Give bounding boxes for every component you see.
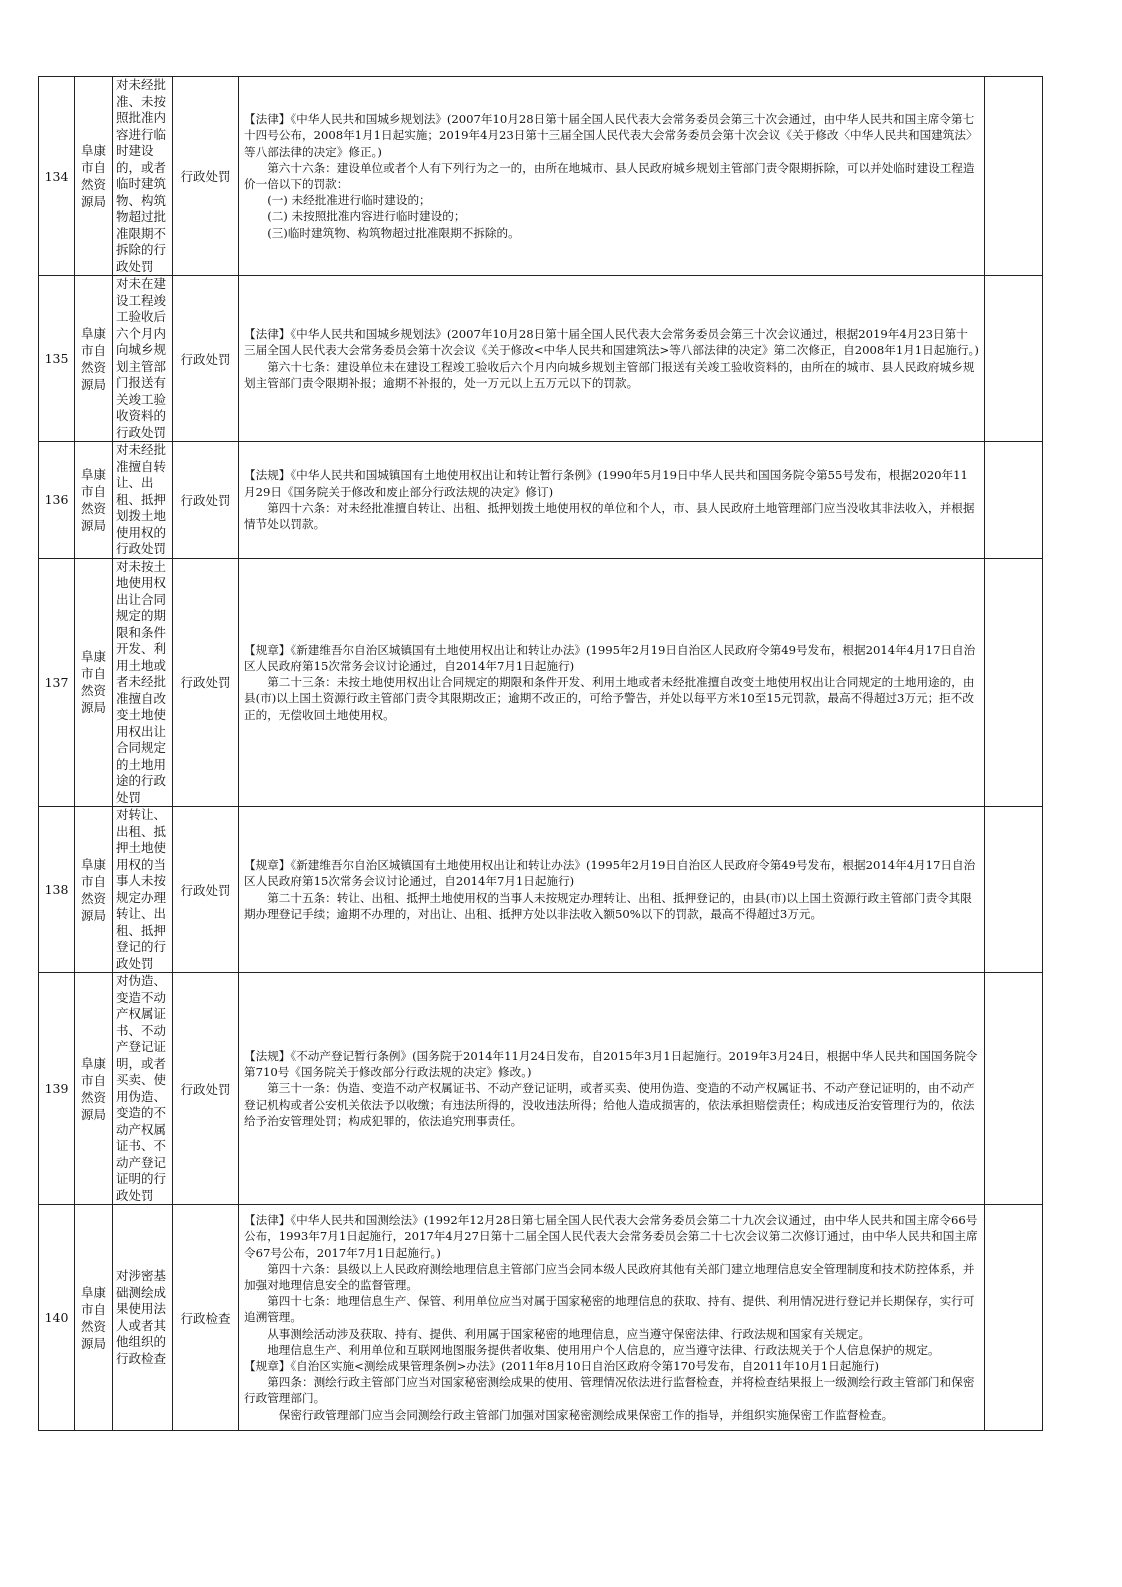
item-name-cell: 对未经批准、未按照批准内容进行临时建设的，或者临时建筑物、构筑物超过批准限期不拆除的行政处罚: [113, 77, 173, 276]
legal-basis-paragraph: (三)临时建筑物、构筑物超过批准限期不拆除的。: [267, 225, 520, 240]
table-row: [39, 1205, 1043, 1431]
row-number: 138: [39, 807, 75, 973]
remarks-cell: [985, 558, 1043, 807]
legal-basis-paragraph: 第四条：测绘行政主管部门应当对国家秘密测绘成果的使用、管理情况依法进行监督检查，并将检查结果报上一级测绘行政主管部门和保密行政管理部门。: [244, 1375, 975, 1406]
legal-basis-cell: [239, 1205, 985, 1431]
legal-basis-paragraph: 【规章】《新建维吾尔自治区城镇国有土地使用权出让和转让办法》(1995年2月19日自治区人民政府令第49号发布，根据2014年4月17日自治区人民政府第15次常务会议讨论通过，自2014年7月1日起施行): [244, 858, 976, 889]
item-name-cell: 对未按土地使用权出让合同规定的期限和条件开发、利用土地或者未经批准擅自改变土地使用权出让合同规定的土地用途的行政处罚: [113, 558, 173, 807]
item-type-cell: 行政检查: [173, 1205, 239, 1431]
item-type-cell: 行政处罚: [173, 442, 239, 559]
legal-basis-paragraph: (二) 未按照批准内容进行临时建设的；: [267, 209, 466, 224]
department-cell: 阜康市自然资源局: [75, 1205, 113, 1431]
item-name-cell: 对未经批准擅自转让、出租、抵押划拨土地使用权的行政处罚: [113, 442, 173, 559]
item-type-cell: 行政处罚: [173, 276, 239, 442]
remarks-cell: [985, 442, 1043, 559]
legal-basis-paragraph: 【法律】《中华人民共和国城乡规划法》(2007年10月28日第十届全国人民代表大会常务委员会第三十次会议通过，根据2019年4月23日第十三届全国人民代表大会常务委员会第十次会议《关于修改<中华人民共和国建筑法>等八部法律的决定》第二次修正，自2008年1月1日起施行。): [244, 327, 979, 358]
legal-basis-paragraph: 第二十三条：未按土地使用权出让合同规定的期限和条件开发、利用土地或者未经批准擅自改变土地使用权出让合同规定的土地用途的，由县(市)以上国土资源行政主管部门责令其限期改正；逾期不改正的，可给予警告，并处以每平方米10至15元罚款，最高不得超过3万元；拒不改正的，无偿收回土地使用权。: [244, 675, 975, 722]
department-cell: 阜康市自然资源局: [75, 807, 113, 973]
table-row: [39, 807, 1043, 973]
remarks-cell: [985, 77, 1043, 276]
legal-basis-paragraph: 地理信息生产、利用单位和互联网地图服务提供者收集、使用用户个人信息的，应当遵守法律、行政法规关于个人信息保护的规定。: [267, 1342, 940, 1357]
table-row: [39, 442, 1043, 559]
legal-basis-cell: [239, 276, 985, 442]
item-name-cell: 对涉密基础测绘成果使用法人或者其他组织的行政检查: [113, 1205, 173, 1431]
department-cell: 阜康市自然资源局: [75, 442, 113, 559]
legal-basis-paragraph: (一) 未经批准进行临时建设的；: [267, 193, 431, 208]
table-row: [39, 77, 1043, 276]
remarks-cell: [985, 276, 1043, 442]
row-number: 140: [39, 1205, 75, 1431]
item-type-cell: 行政处罚: [173, 77, 239, 276]
legal-basis-cell: [239, 807, 985, 973]
table-row: [39, 558, 1043, 807]
legal-basis-paragraph: 第三十一条：伪造、变造不动产权属证书、不动产登记证明，或者买卖、使用伪造、变造的不动产权属证书、不动产登记证明的，由不动产登记机构或者公安机关依法予以收缴；有违法所得的，没收违法所得；给他人造成损害的，依法承担赔偿责任；构成违反治安管理行为的，依法给予治安管理处罚；构成犯罪的，依法追究刑事责任。: [244, 1081, 975, 1128]
item-name-cell: 对转让、出租、抵押土地使用权的当事人未按规定办理转让、出租、抵押登记的行政处罚: [113, 807, 173, 973]
table-row: [39, 973, 1043, 1205]
legal-basis-paragraph: 第二十五条：转让、出租、抵押土地使用权的当事人未按规定办理转让、出租、抵押登记的，由县(市)以上国土资源行政主管部门责令其限期办理登记手续；逾期不办理的，对出让、出租、抵押方处以非法收入额50%以下的罚款，最高不得超过3万元。: [244, 890, 972, 921]
department-cell: 阜康市自然资源局: [75, 276, 113, 442]
department-cell: 阜康市自然资源局: [75, 77, 113, 276]
legal-basis-cell: [239, 558, 985, 807]
item-name-cell: 对伪造、变造不动产权属证书、不动产登记证明，或者买卖、使用伪造、变造的不动产权属证书、不动产登记证明的行政处罚: [113, 973, 173, 1205]
row-number: 136: [39, 442, 75, 559]
legal-basis-paragraph: 保密行政管理部门应当会同测绘行政主管部门加强对国家秘密测绘成果保密工作的指导，并组织实施保密工作监督检查。: [278, 1407, 894, 1422]
legal-basis-cell: [239, 973, 985, 1205]
department-cell: 阜康市自然资源局: [75, 973, 113, 1205]
legal-basis-paragraph: 第四十七条：地理信息生产、保管、利用单位应当对属于国家秘密的地理信息的获取、持有、提供、利用情况进行登记并长期保存，实行可追溯管理。: [244, 1294, 975, 1325]
row-number: 134: [39, 77, 75, 276]
row-number: 137: [39, 558, 75, 807]
remarks-cell: [985, 807, 1043, 973]
legal-basis-cell: [239, 77, 985, 276]
legal-basis-cell: [239, 442, 985, 559]
remarks-cell: [985, 973, 1043, 1205]
enforcement-items-table: [38, 76, 1043, 1431]
legal-basis-paragraph: 第四十六条：县级以上人民政府测绘地理信息主管部门应当会同本级人民政府其他有关部门建立地理信息安全管理制度和技术防控体系，并加强对地理信息安全的监督管理。: [244, 1261, 975, 1292]
item-name-cell: 对未在建设工程竣工验收后六个月内向城乡规划主管部门报送有关竣工验收资料的行政处罚: [113, 276, 173, 442]
row-number: 139: [39, 973, 75, 1205]
legal-basis-paragraph: 【法规】《中华人民共和国城镇国有土地使用权出让和转让暂行条例》(1990年5月19日中华人民共和国国务院令第55号发布，根据2020年11月29日《国务院关于修改和废止部分行政法规的决定》修订): [244, 468, 968, 499]
item-type-cell: 行政处罚: [173, 558, 239, 807]
legal-basis-paragraph: 从事测绘活动涉及获取、持有、提供、利用属于国家秘密的地理信息，应当遵守保密法律、行政法规和国家有关规定。: [267, 1326, 871, 1341]
legal-basis-paragraph: 【法律】《中华人民共和国城乡规划法》(2007年10月28日第十届全国人民代表大会常务委员会第三十次会通过，由中华人民共和国主席令第七十四号公布，2008年1月1日起实施；2019年4月23日第十三届全国人民代表大会常务委员会第十次会议《关于修改〈中华人民共和国建筑法〉等八部法律的决定》修正。): [244, 112, 978, 159]
legal-basis-paragraph: 【法律】《中华人民共和国测绘法》(1992年12月28日第七届全国人民代表大会常务委员会第二十九次会议通过，由中华人民共和国主席令66号公布，1993年7月1日起施行，2017年4月27日第十二届全国人民代表大会常务委员会第二十七次会议第二次修订通过，由中华人民共和国主席令67号公布，2017年7月1日起施行。): [244, 1213, 978, 1260]
item-type-cell: 行政处罚: [173, 973, 239, 1205]
legal-basis-paragraph: 【规章】《自治区实施<测绘成果管理条例>办法》(2011年8月10日自治区政府令第170号发布，自2011年10月1日起施行): [244, 1359, 880, 1373]
row-number: 135: [39, 276, 75, 442]
legal-basis-paragraph: 第六十六条：建设单位或者个人有下列行为之一的，由所在地城市、县人民政府城乡规划主管部门责令限期拆除，可以并处临时建设工程造价一倍以下的罚款：: [244, 160, 975, 191]
legal-basis-paragraph: 第四十六条：对未经批准擅自转让、出租、抵押划拨土地使用权的单位和个人，市、县人民政府土地管理部门应当没收其非法收入，并根据情节处以罚款。: [244, 500, 975, 531]
legal-basis-paragraph: 第六十七条：建设单位未在建设工程竣工验收后六个月内向城乡规划主管部门报送有关竣工验收资料的，由所在的城市、县人民政府城乡规划主管部门责令限期补报；逾期不补报的，处一万元以上五万元以下的罚款。: [244, 359, 975, 390]
item-type-cell: 行政处罚: [173, 807, 239, 973]
table-row: [39, 276, 1043, 442]
legal-basis-paragraph: 【规章】《新建维吾尔自治区城镇国有土地使用权出让和转让办法》(1995年2月19日自治区人民政府令第49号发布，根据2014年4月17日自治区人民政府第15次常务会议讨论通过，自2014年7月1日起施行): [244, 642, 976, 673]
remarks-cell: [985, 1205, 1043, 1431]
department-cell: 阜康市自然资源局: [75, 558, 113, 807]
legal-basis-paragraph: 【法规】《不动产登记暂行条例》(国务院于2014年11月24日发布，自2015年3月1日起施行。2019年3月24日，根据中华人民共和国国务院令第710号《国务院关于修改部分行政法规的决定》修改。): [244, 1048, 978, 1080]
